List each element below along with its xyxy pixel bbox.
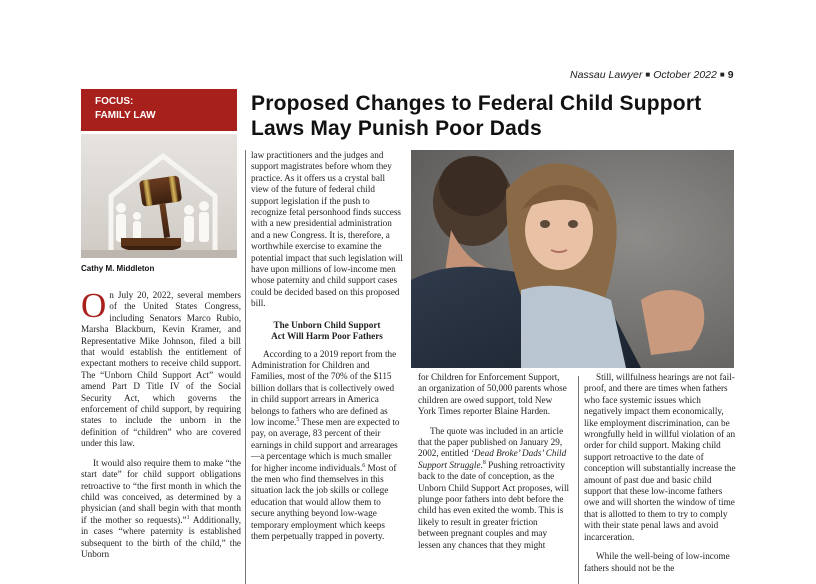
subheading-line1: The Unborn Child Support xyxy=(273,319,381,330)
paragraph xyxy=(81,458,241,561)
article-column-4 xyxy=(584,372,736,574)
section-label-line2: FAMILY LAW xyxy=(95,110,156,121)
subheading-line2: Act Will Harm Poor Fathers xyxy=(271,331,383,342)
footnote-ref: 6 xyxy=(362,462,366,469)
headline-line2: Laws May Punish Poor Dads xyxy=(251,117,542,140)
paragraph: for Children for Enforcement Support, an organization of 50,000 parents whose children are owed support, told New York Times reporter Blaine Harden. xyxy=(418,372,567,417)
paragraph-text: n July 20, 2022, several members of the United States Congress, including Senators Marco Rubio, Marsha Blackburn, Kevin Kramer, and Representative Mike Johnson, filed a bill that would establish the entitlement of expectant mothers to receive child support. The “Unborn Child Support Act” would amend Part D Title IV of the Social Security Act, which governs the enforcement of child support, by requiring states to include the unborn in the definition of “children” who are covered under this law. xyxy=(81,290,241,449)
paragraph-text: It would also require them to make “the start date” for child support obligations retroactive to “the first month in which the child was conceived, as determined by a physician (and shall begin with that month if the mother so requests).” xyxy=(81,457,241,525)
section-label-line1: FOCUS: xyxy=(95,96,134,107)
paragraph-text: According to a 2019 report from the Administration for Children and Families, most of the 70% of the $115 billion dollars that is collectively owed in child support arrears in America belongs to fathers who are defined as low income. xyxy=(251,348,397,427)
publication-name: Nassau Lawyer xyxy=(570,69,643,81)
issue-date: October 2022 xyxy=(653,69,717,81)
section-subheading xyxy=(251,320,403,343)
paragraph xyxy=(81,286,241,450)
footnote-ref: 5 xyxy=(296,416,300,423)
column-divider xyxy=(245,150,246,584)
drop-cap: O xyxy=(81,286,107,325)
paragraph xyxy=(251,349,403,543)
header-separator: ■ xyxy=(719,70,725,79)
article-headline xyxy=(251,91,751,141)
paragraph xyxy=(418,426,570,551)
father-daughter-photo xyxy=(411,150,734,368)
header-separator: ■ xyxy=(645,70,651,79)
paragraph-text: . xyxy=(480,459,483,470)
column-divider xyxy=(578,376,579,584)
article-title: ‘Dead Broke’ Dads’ Child Support Struggle xyxy=(418,448,567,470)
paragraph: Still, willfulness hearings are not fail-proof, and there are times when fathers who face systemic issues which negatively impact them economically, like employment discrimination, can be wrongfully held in willful violation of an order for child support. Making child support retroactive to the date of conception will substantially increase the amount of past due and basic child support that these low-income fathers owe and will shorten the window of time that is allotted to them to try to comply with their state penal laws and avoid incarceration. xyxy=(584,372,736,542)
footnote-ref: 1 xyxy=(186,514,190,521)
article-column-3 xyxy=(418,372,570,551)
paragraph-text: These men are expected to pay, on average, 83 percent of their earnings in child support and arrearages—a percentage which is much smaller for higher income individuals. xyxy=(251,416,400,473)
page-number: 9 xyxy=(727,69,734,81)
paragraph-text: The quote was included in an article that the paper published on January 29, 2002, entitled xyxy=(418,425,564,459)
paragraph: law practitioners and the judges and support magistrates before whom they practice. As it offers us a crystal ball view of the future of federal child support legislation if the push to recognize fetal personhood finds success with a new presidential administration and a new Congress. It is, therefore, a worthwhile exercise to examine the potential impact that such legislation will have upon millions of low-income men whose paternity and child support cases could be decided based on this proposed bill. xyxy=(251,150,403,309)
article-column-2 xyxy=(251,150,403,542)
paragraph-text: Most of the men who find themselves in this situation lack the job skills or college education that would allow them to secure anything beyond low-wage temporary employment which keeps them perpetually trapped in poverty. xyxy=(251,462,397,541)
headline-line1: Proposed Changes to Federal Child Support xyxy=(251,92,702,115)
running-header xyxy=(570,69,740,81)
article-column-1 xyxy=(81,286,242,560)
author-caption: Cathy M. Middleton xyxy=(81,264,155,273)
paragraph-text: Additionally, in cases “where paternity is established subsequent to the birth of the child,” the Unborn xyxy=(81,514,242,559)
paragraph: While the well-being of low-income fathers should not be the xyxy=(584,551,730,573)
gavel-family-illustration xyxy=(81,134,237,258)
section-label xyxy=(81,89,237,131)
paragraph-text: Pushing retroactivity back to the date of conception, as the Unborn Child Support Act proposes, will plunge poor fathers into debt before the child has even exited the womb. This is likely to result in greater friction between pregnant couples and may lessen any chances that they might xyxy=(418,459,570,550)
footnote-ref: 8 xyxy=(482,459,486,466)
